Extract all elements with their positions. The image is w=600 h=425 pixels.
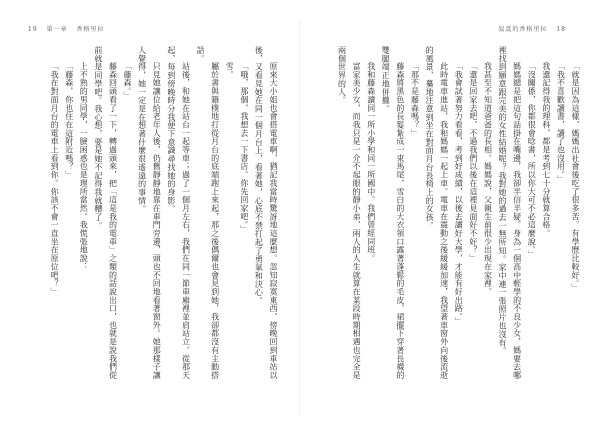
paragraph: 站後，和她在站台一起等車；過了一個月左右，我們在同一節車廂裡並肩站立。從那天起，每到傍晚時分我便下意識尋找她的身影。 bbox=[166, 46, 191, 380]
paragraph: 雪。 bbox=[225, 62, 235, 79]
left-page-body bbox=[28, 46, 280, 386]
left-page-header bbox=[28, 24, 111, 33]
paragraph: 「藤森，你也住在這附近嗎？」 bbox=[64, 62, 74, 179]
paragraph: 「就是因為這樣，媽媽出社會後吃了很多苦。有學歷比較好。」 bbox=[571, 62, 580, 292]
left-chapter-label: 第一章 bbox=[46, 26, 68, 33]
paragraph: 原來大小姐也會搭電車啊，猶記我當時驚訝地這麼想。忽知寂寞東西，傍晚回到車站以後，又看見她在同一個月台上，看著她，心底不禁打起了勇氣和決心。 bbox=[254, 46, 278, 380]
paragraph: 屬於書與籍樸地打從月台的底端跑上來起，那之後偶爾也會見到她，我卻都沒有主動搭話。 bbox=[196, 46, 220, 380]
left-running-title: 香格里拉 bbox=[76, 26, 105, 33]
left-page-number: 19 bbox=[28, 26, 38, 33]
right-page-number: 18 bbox=[556, 26, 566, 33]
paragraph: 我還記得我的理科，都是考到七十分就算合格。 bbox=[541, 62, 551, 238]
right-page-body bbox=[326, 46, 582, 386]
paragraph: 「還是回家去吧，不過我們以後在這裡見面好不好？」 bbox=[468, 62, 478, 263]
paragraph: 「那不是藤森嗎？」 bbox=[410, 62, 420, 138]
paragraph: 藤森將黑色的長髮紮成一束馬尾，雪白的大衣領口露著蓬鬆的毛皮，裙擺下穿著長襪的雙腿端正地併攏。 bbox=[381, 46, 405, 380]
paragraph: 我甚至不知道爸爸的長相。媽媽說，父親生前很少出現在家裡。 bbox=[483, 62, 493, 296]
paragraph: 「我會試著努力看看，考到好成績，以後去讀好大學，才能有好出路。」 bbox=[454, 62, 464, 326]
paragraph: 我和藤森讀同一所小學和同一所國中。我們曾經同班。 bbox=[366, 62, 376, 263]
paragraph: 「沒關係，你都很會唸書，所以你大可不必這麼說。」 bbox=[527, 62, 537, 259]
right-page bbox=[300, 0, 600, 425]
paragraph: 「我不喜歡讀書，讀了也沒用。」 bbox=[556, 62, 566, 184]
paragraph: 「哦，那個，我想去一下書店。你先回家吧。」 bbox=[239, 62, 249, 234]
paragraph: 富家美少女，而我只是一介不起眼的靜小弟，兩人的人生就算在某段時期相遇也完全是兩個世界的人。 bbox=[337, 46, 362, 380]
paragraph: 此時電車進站，我和媽媽一起上車。電車在震動之後緩緩加速，我望著車窗外向後流逝的風景，驀地注意到坐在對面月台長椅上的女孩。 bbox=[425, 46, 449, 380]
paragraph: 「我在對面月台的電車上看到你。你該不會一直坐在原位吧？」 bbox=[50, 62, 60, 296]
paragraph: 「藤森。」 bbox=[123, 62, 133, 100]
paragraph: 上不熟的男同學，一臉困惑也是理所當然。我慌張地說： bbox=[79, 62, 89, 271]
right-page-header bbox=[498, 24, 572, 33]
right-running-title: 寂寞的香格里拉 bbox=[498, 26, 548, 33]
paragraph: 媽媽總是把這句話掛在嘴邊，我卻半信半疑。身為一個高中輕學的不良少女，媽要去哪裡找到願意跟完美的女性結婚呢？我對她的過去一無所知。家中連一張照片也沒有。 bbox=[498, 46, 522, 380]
paragraph: 藤森回頭看了一下，轉過頭來，把「這是我的電車」之類的話說出口，也就是說我們從前就是同學吧。我心想，要是她不記得我就糟了。 bbox=[93, 46, 118, 380]
paragraph: 只見她讓位給老年人後，仍舊靜靜地靠在車門旁邊，頭也不回地看著窗外。她那樣子讓人覺得，她一定是在想著什麼很遙遠的事情。 bbox=[137, 46, 162, 380]
